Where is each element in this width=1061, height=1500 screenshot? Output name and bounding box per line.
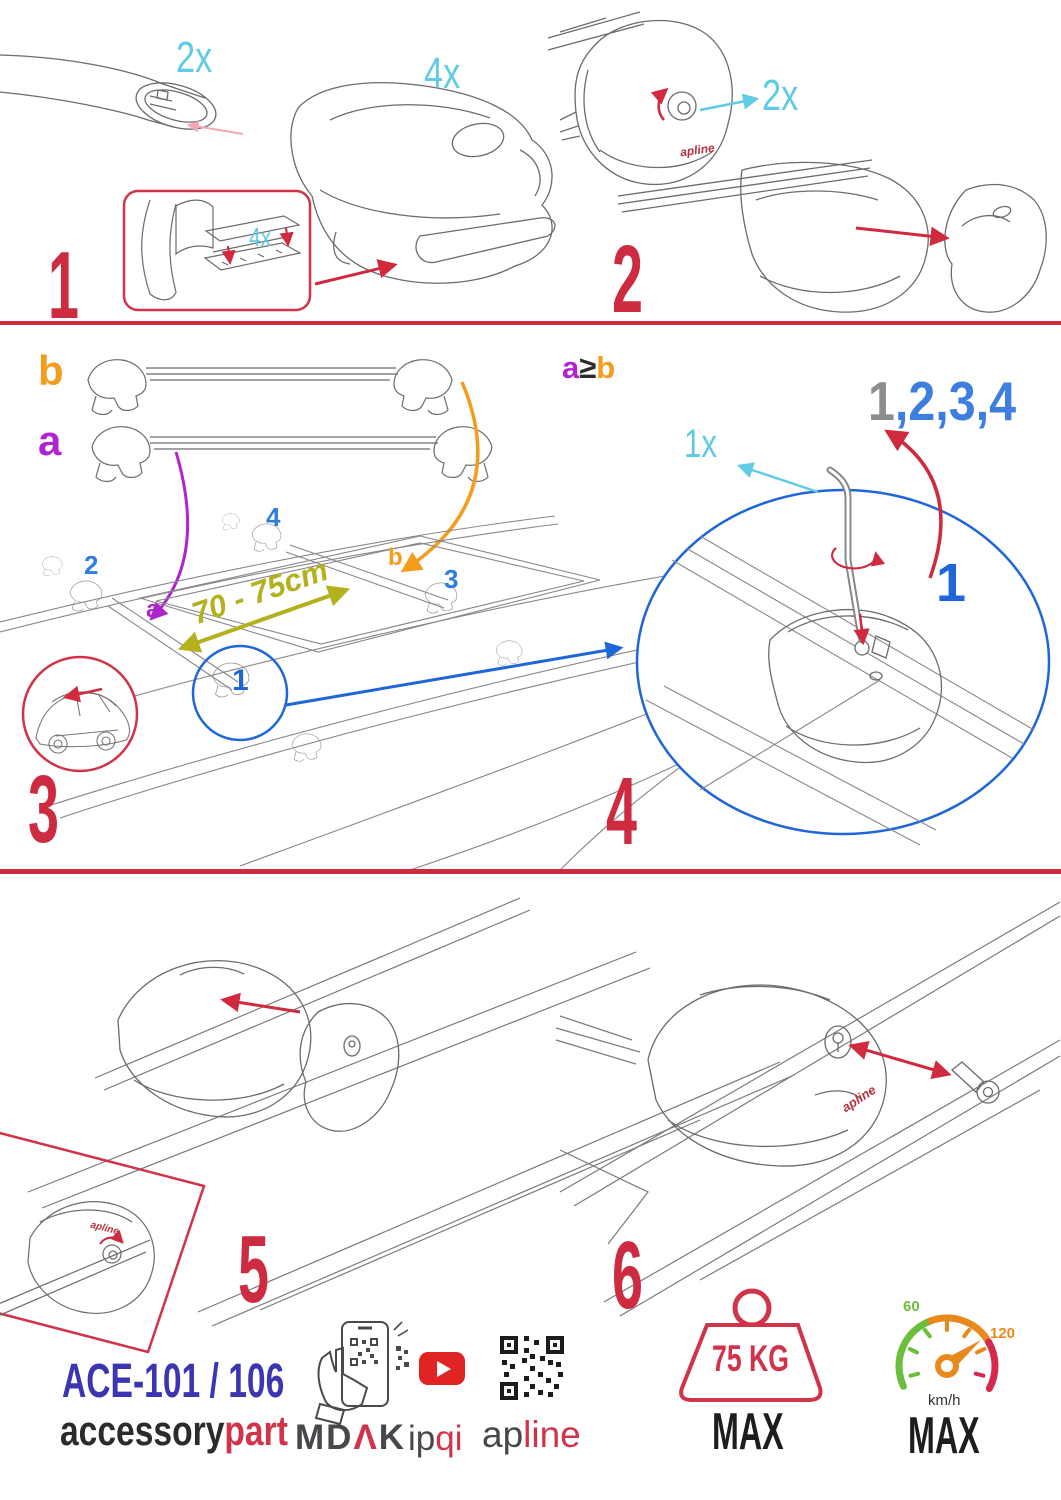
section-divider-bottom xyxy=(0,869,1061,874)
speed-high-label: 120 xyxy=(990,1325,1016,1342)
mdak-caret: Λ xyxy=(353,1418,379,1457)
sequence-first: 1 xyxy=(868,370,895,432)
mdak-logo xyxy=(295,1420,406,1455)
key-qty-arrow xyxy=(740,466,818,492)
qr-code xyxy=(500,1336,564,1400)
accessorypart-logo xyxy=(60,1407,288,1454)
foot-1-callout-label: 1 xyxy=(936,553,967,613)
section-divider-top xyxy=(0,321,1061,325)
bar-b-label: b xyxy=(38,347,64,394)
pad-to-foot-arrow xyxy=(315,265,394,284)
foot-illustration-step1 xyxy=(291,83,555,284)
step-5-number: 5 xyxy=(238,1216,269,1323)
roof-foot-4-label: 4 xyxy=(266,502,281,532)
apline-first: ap xyxy=(482,1414,524,1455)
mdak-first: MD xyxy=(295,1418,354,1457)
apline-second: line xyxy=(523,1414,581,1455)
step-2-number: 2 xyxy=(612,226,643,333)
speed-gauge-icon xyxy=(899,1318,995,1388)
youtube-play-triangle xyxy=(437,1361,451,1377)
bar-a-illustration xyxy=(92,427,492,482)
step-4-number: 4 xyxy=(606,758,637,865)
cover-slide-arrow xyxy=(224,1000,300,1012)
cover-attach-arrow xyxy=(856,228,946,238)
apline-logo xyxy=(482,1416,581,1453)
mdak-last: K xyxy=(378,1418,407,1457)
roof-foot-1-label: 1 xyxy=(232,664,249,697)
speed-low-label: 60 xyxy=(903,1298,920,1315)
bar-distance-label: 70 - 75cm xyxy=(187,552,333,632)
phone-scan-icon xyxy=(316,1322,409,1424)
insert-bar-arrow xyxy=(189,125,243,134)
lock-qty-label: 2x xyxy=(762,71,799,120)
step-3-number: 3 xyxy=(28,756,59,863)
car-direction-inset xyxy=(23,657,137,771)
foot-cover-illustration-step2 xyxy=(618,160,1046,312)
step-1-number: 1 xyxy=(48,232,79,339)
apline-badge-step5: apline xyxy=(89,1219,120,1238)
foot-lock-illustration-step2 xyxy=(548,12,732,184)
youtube-icon xyxy=(419,1352,465,1385)
weight-max-label: MAX xyxy=(712,1403,784,1461)
speed-max-label: MAX xyxy=(908,1407,980,1465)
roof-foot-3-label: 3 xyxy=(444,564,459,594)
pad-inset-box xyxy=(124,191,310,310)
ipqi-second: qi xyxy=(435,1419,463,1458)
rule-a: a xyxy=(562,350,580,385)
speed-unit-label: km/h xyxy=(928,1392,961,1409)
sequence-rest: ,2,3,4 xyxy=(894,370,1017,432)
pad-qty-label: 4x xyxy=(249,222,271,252)
key-to-lock-arrow xyxy=(852,1046,948,1074)
tighten-sequence-label xyxy=(868,370,1017,432)
apline-badge-step2: apline xyxy=(679,140,716,160)
bar-a-label: a xyxy=(38,417,62,464)
roof-foot-2-label: 2 xyxy=(84,550,99,580)
magnifier-detail-illustration xyxy=(637,470,1049,845)
foot-qty-label: 4x xyxy=(424,49,461,98)
bar-b-illustration xyxy=(88,360,452,415)
lock-qty-arrow xyxy=(700,99,756,110)
rule-b: b xyxy=(596,350,616,385)
rails-illustration-step5 xyxy=(28,898,792,1329)
foot-cover-illustration-step5 xyxy=(118,961,399,1132)
apline-badge-step6: apline xyxy=(838,1081,879,1116)
weight-value-text: 75 KG xyxy=(712,1338,789,1379)
brand-first: accessory xyxy=(60,1407,225,1454)
lock-rotate-arrow xyxy=(659,90,666,120)
roof-b-label: b xyxy=(388,544,403,571)
step-6-number: 6 xyxy=(612,1222,643,1329)
brand-second: part xyxy=(224,1407,288,1454)
model-number: ACE-101 / 106 xyxy=(62,1355,285,1408)
rule-gte-sign: ≥ xyxy=(579,350,597,385)
bar-order-rule xyxy=(562,352,615,383)
roof-a-label: a xyxy=(146,596,160,623)
magnifier-connector-line xyxy=(286,648,620,705)
bar-qty-label: 2x xyxy=(176,33,213,82)
foot-key-illustration-step6 xyxy=(648,985,999,1166)
bar-a-position-curve xyxy=(152,452,188,618)
locked-foot-inset-box xyxy=(0,1118,204,1352)
ipqi-first: ip xyxy=(408,1419,436,1458)
key-qty-label: 1x xyxy=(684,422,717,466)
weight-value xyxy=(712,1340,819,1377)
ipqi-logo xyxy=(408,1421,463,1456)
